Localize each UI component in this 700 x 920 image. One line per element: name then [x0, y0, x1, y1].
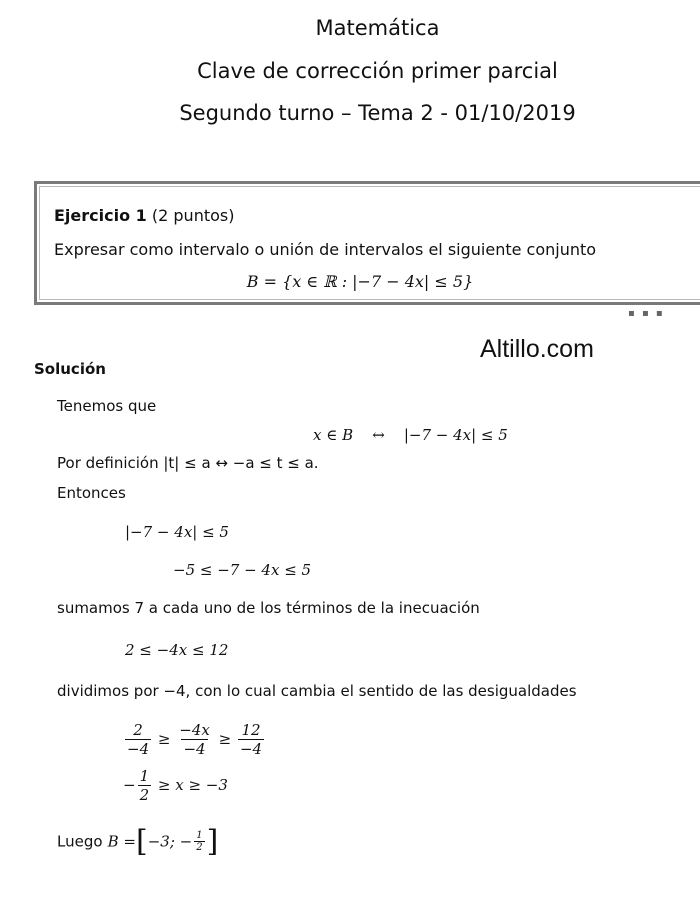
- document-subtitle: Clave de corrección primer parcial: [197, 59, 558, 83]
- exercise-points: (2 puntos): [151, 206, 235, 225]
- document-subject: Matemática: [315, 16, 440, 40]
- fraction-one-half-small: $\frac{1}{2}$: [196, 829, 203, 854]
- step-result: [123, 768, 228, 804]
- relation-geq: ≥: [157, 730, 171, 749]
- step-division: [123, 722, 266, 758]
- text-entonces: Entonces: [57, 484, 126, 502]
- definition-line: Por definición |t| ≤ a ↔ −a ≤ t ≤ a.: [57, 454, 319, 472]
- step-after-sum: 2 ≤ −4x ≤ 12: [125, 641, 229, 659]
- result-rest: ≥ x ≥ −3: [157, 776, 228, 795]
- step-abs-inequality: |−7 − 4x| ≤ 5: [125, 523, 229, 541]
- relation-geq: ≥: [218, 730, 232, 749]
- equivalence-line: x ∈ B ↔ |−7 − 4x| ≤ 5: [313, 426, 508, 444]
- text-luego: Luego: [57, 832, 103, 851]
- fraction-12-over-minus4: $\frac{12}{-4}$: [239, 721, 263, 759]
- exercise-box: [34, 181, 700, 305]
- step-double-inequality: −5 ≤ −7 − 4x ≤ 5: [173, 561, 312, 579]
- left-bracket: [: [135, 824, 148, 859]
- right-bracket: ]: [206, 824, 219, 859]
- solution-heading: Solución: [34, 360, 106, 378]
- exercise-set-definition: B = {x ∈ ℝ : |−7 − 4x| ≤ 5}: [246, 272, 474, 291]
- text-sumamos: sumamos 7 a cada uno de los términos de la inecuación: [57, 599, 480, 617]
- exercise-heading: [54, 206, 234, 225]
- interval-inner: −3; −: [147, 832, 193, 851]
- document-session: Segundo turno – Tema 2 - 01/10/2019: [179, 101, 576, 125]
- fraction-one-half: $\frac{1}{2}$: [139, 767, 150, 805]
- answer-lhs: B =: [107, 832, 136, 851]
- exercise-statement: Expresar como intervalo o unión de intervalos el siguiente conjunto: [54, 240, 597, 259]
- text-tenemos: Tenemos que: [57, 397, 157, 415]
- box-dots: ▪ ▪ ▪: [628, 308, 665, 319]
- fraction-2-over-minus4: $\frac{2}{-4}$: [127, 721, 150, 759]
- exercise-label: Ejercicio 1: [54, 206, 147, 225]
- watermark: Altillo.com: [480, 335, 594, 363]
- final-answer: [57, 824, 219, 859]
- minus-sign: −: [123, 776, 136, 795]
- text-dividimos: dividimos por −4, con lo cual cambia el sentido de las desigualdades: [57, 682, 577, 700]
- exercise-box-inner: [39, 186, 700, 300]
- fraction-minus4x-over-minus4: $\frac{-4x}{-4}$: [179, 721, 210, 759]
